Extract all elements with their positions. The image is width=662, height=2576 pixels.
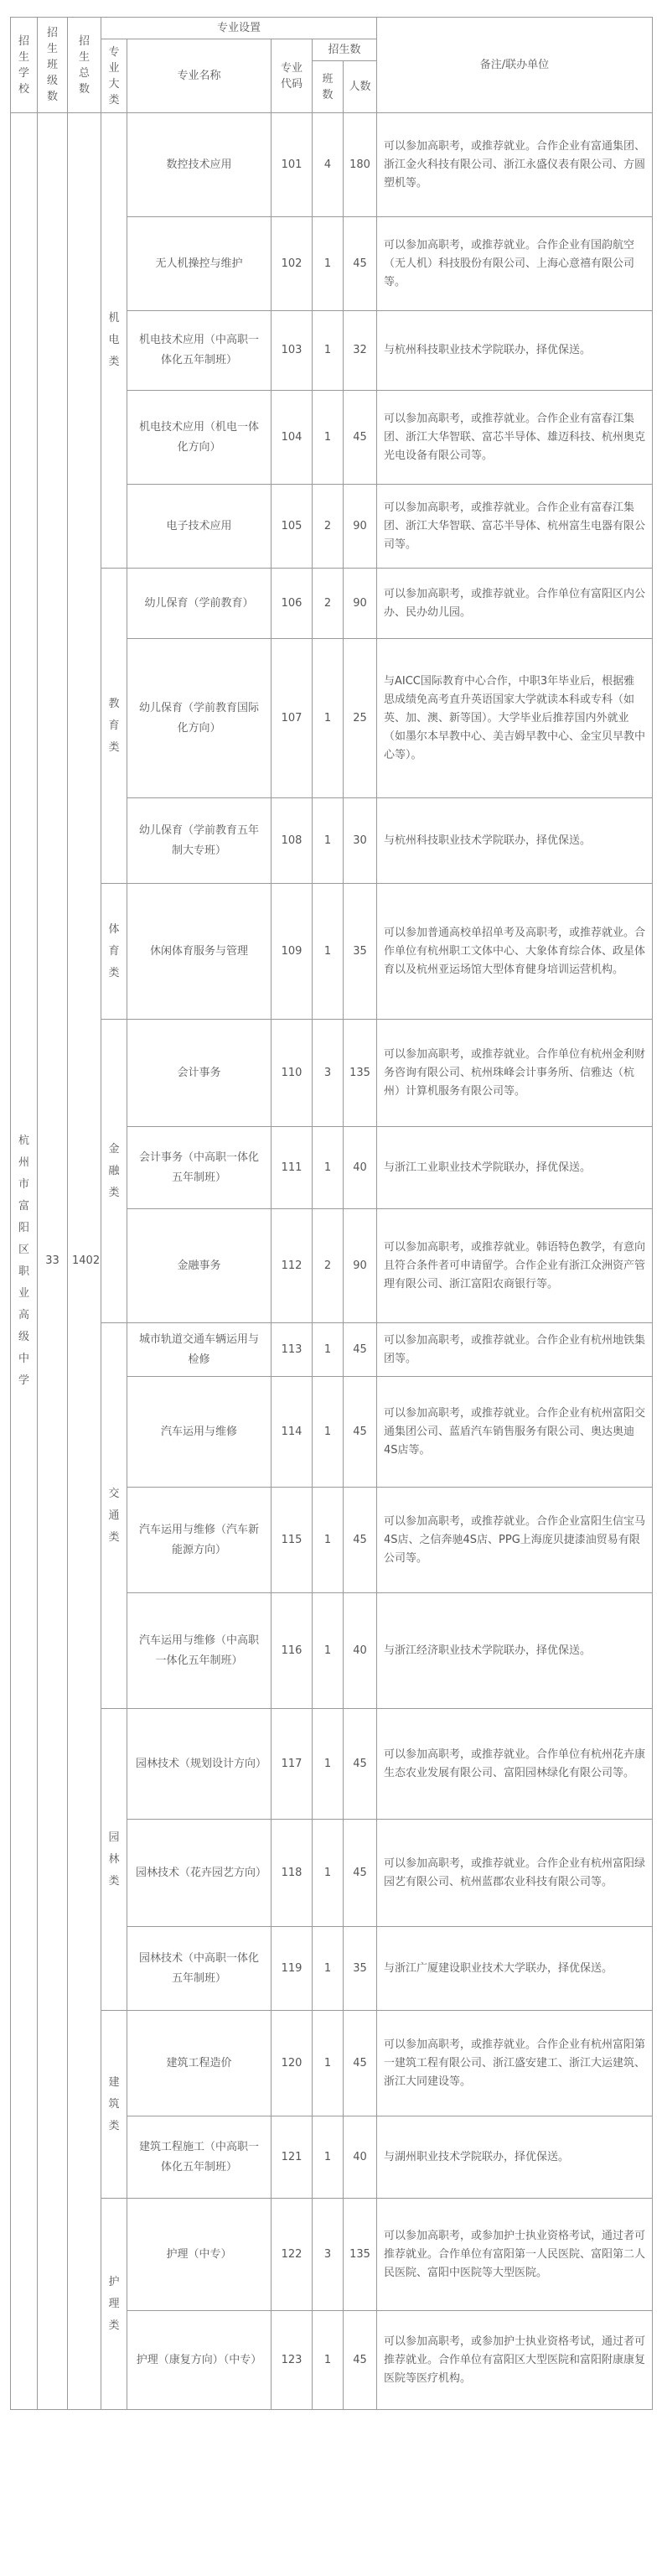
major-name: 机电技术应用（机电一体化方向） <box>127 391 272 485</box>
category-cell: 金融类 <box>101 1020 127 1323</box>
major-classes: 1 <box>313 798 344 884</box>
major-classes: 1 <box>313 217 344 311</box>
header-enroll: 招生数 <box>313 39 377 61</box>
major-code: 104 <box>272 391 313 485</box>
major-name: 护理（康复方向）（中专） <box>127 2311 272 2410</box>
major-classes: 2 <box>313 1209 344 1323</box>
major-code: 118 <box>272 1820 313 1927</box>
major-people: 45 <box>344 1323 377 1377</box>
major-remark: 可以参加高职考，或推荐就业。合作企业富阳生信宝马4S店、之信奔驰4S店、PPG上海庞贝捷漆油贸易有限公司等。 <box>377 1488 653 1593</box>
enrollment-table <box>10 17 653 2410</box>
major-remark: 可以参加高职考，或推荐就业。合作企业有杭州富阳交通集团公司、蓝盾汽车销售服务有限公司、奥达奥迪4S店等。 <box>377 1377 653 1488</box>
major-remark: 可以参加高职考，或推荐就业。合作企业有杭州地铁集团等。 <box>377 1323 653 1377</box>
major-classes: 2 <box>313 485 344 569</box>
major-name: 汽车运用与维修（汽车新能源方向） <box>127 1488 272 1593</box>
major-code: 111 <box>272 1127 313 1209</box>
major-classes: 1 <box>313 2011 344 2116</box>
major-people: 35 <box>344 1927 377 2011</box>
header-people: 人数 <box>344 61 377 113</box>
major-remark: 与AICC国际教育中心合作，中职3年毕业后，根据雅思成绩免高考直升英语国家大学就读本科或专科（如英、加、澳、新等国）。大学毕业后推荐国内外就业（如墨尔本早教中心、美吉姆早教中心、金宝贝早教中心等）。 <box>377 639 653 798</box>
major-name: 无人机操控与维护 <box>127 217 272 311</box>
major-name: 城市轨道交通车辆运用与检修 <box>127 1323 272 1377</box>
major-code: 120 <box>272 2011 313 2116</box>
major-remark: 可以参加普通高校单招单考及高职考，或推荐就业。合作单位有杭州职工文体中心、大象体育综合体、政星体育以及杭州亚运场馆大型体育健身培训运营机构。 <box>377 884 653 1020</box>
header-remark: 备注/联办单位 <box>377 18 653 113</box>
major-code: 117 <box>272 1709 313 1820</box>
major-people: 35 <box>344 884 377 1020</box>
category-cell: 机电类 <box>101 113 127 569</box>
major-people: 45 <box>344 2311 377 2410</box>
major-name: 汽车运用与维修（中高职一体化五年制班） <box>127 1593 272 1709</box>
major-name: 建筑工程造价 <box>127 2011 272 2116</box>
major-name: 机电技术应用（中高职一体化五年制班） <box>127 311 272 391</box>
major-name: 园林技术（花卉园艺方向） <box>127 1820 272 1927</box>
major-name: 幼儿保育（学前教育五年制大专班） <box>127 798 272 884</box>
major-classes: 1 <box>313 1709 344 1820</box>
major-name: 园林技术（中高职一体化五年制班） <box>127 1927 272 2011</box>
category-cell: 体育类 <box>101 884 127 1020</box>
category-cell: 交通类 <box>101 1323 127 1709</box>
major-people: 90 <box>344 485 377 569</box>
header-classes: 招生班级数 <box>38 18 68 113</box>
major-classes: 1 <box>313 1323 344 1377</box>
major-remark: 可以参加高职考，或推荐就业。合作企业有富春江集团、浙江大华智联、富芯半导体、雄迈科技、杭州奥克光电设备有限公司等。 <box>377 391 653 485</box>
major-code: 121 <box>272 2116 313 2199</box>
major-people: 90 <box>344 569 377 639</box>
header-class-num: 班数 <box>313 61 344 113</box>
major-code: 105 <box>272 485 313 569</box>
major-people: 135 <box>344 1020 377 1127</box>
major-people: 30 <box>344 798 377 884</box>
major-remark: 可以参加高职考，或参加护士执业资格考试，通过者可推荐就业。合作单位有富阳第一人民医院、富阳第二人民医院、富阳中医院等大型医院。 <box>377 2199 653 2311</box>
major-name: 汽车运用与维修 <box>127 1377 272 1488</box>
major-people: 25 <box>344 639 377 798</box>
category-cell: 建筑类 <box>101 2011 127 2199</box>
major-remark: 与浙江经济职业技术学院联办，择优保送。 <box>377 1593 653 1709</box>
major-code: 113 <box>272 1323 313 1377</box>
major-name: 休闲体育服务与管理 <box>127 884 272 1020</box>
major-people: 45 <box>344 1488 377 1593</box>
major-people: 45 <box>344 2011 377 2116</box>
major-code: 123 <box>272 2311 313 2410</box>
major-people: 45 <box>344 1377 377 1488</box>
major-people: 40 <box>344 1593 377 1709</box>
major-people: 45 <box>344 217 377 311</box>
major-classes: 1 <box>313 884 344 1020</box>
major-people: 180 <box>344 113 377 217</box>
header-school: 招生学校 <box>11 18 38 113</box>
major-people: 45 <box>344 391 377 485</box>
major-remark: 可以参加高职考，或推荐就业。合作企业有杭州富阳绿园艺有限公司、杭州蓝郡农业科技有限公司等。 <box>377 1820 653 1927</box>
major-classes: 1 <box>313 1377 344 1488</box>
major-code: 108 <box>272 798 313 884</box>
major-code: 122 <box>272 2199 313 2311</box>
major-remark: 可以参加高职考，或推荐就业。合作企业有富通集团、浙江金火科技有限公司、浙江永盛仪表有限公司、方圆塑机等。 <box>377 113 653 217</box>
major-people: 90 <box>344 1209 377 1323</box>
major-classes: 1 <box>313 1927 344 2011</box>
major-code: 103 <box>272 311 313 391</box>
major-remark: 可以参加高职考，或推荐就业。合作单位有杭州金利财务咨询有限公司、杭州珠峰会计事务所、信雅达（杭州）计算机服务有限公司等。 <box>377 1020 653 1127</box>
major-remark: 可以参加高职考，或参加护士执业资格考试，通过者可推荐就业。合作单位有富阳区大型医院和富阳附康康复医院等医疗机构。 <box>377 2311 653 2410</box>
category-cell: 园林类 <box>101 1709 127 2011</box>
major-code: 119 <box>272 1927 313 2011</box>
major-remark: 可以参加高职考，或推荐就业。合作企业有杭州富阳第一建筑工程有限公司、浙江盛安建工、浙江大运建筑、浙江大同建设等。 <box>377 2011 653 2116</box>
major-people: 135 <box>344 2199 377 2311</box>
major-name: 建筑工程施工（中高职一体化五年制班） <box>127 2116 272 2199</box>
school-name: 杭州市富阳区职业高级中学 <box>11 113 38 2410</box>
major-name: 园林技术（规划设计方向） <box>127 1709 272 1820</box>
major-remark: 与湖州职业技术学院联办，择优保送。 <box>377 2116 653 2199</box>
header-code: 专业代码 <box>272 39 313 113</box>
major-remark: 与浙江工业职业技术学院联办，择优保送。 <box>377 1127 653 1209</box>
major-code: 112 <box>272 1209 313 1323</box>
major-remark: 可以参加高职考，或推荐就业。韩语特色教学，有意向且符合条件者可申请留学。合作企业有浙江众洲资产管理有限公司、浙江富阳农商银行等。 <box>377 1209 653 1323</box>
major-classes: 1 <box>313 1593 344 1709</box>
major-classes: 1 <box>313 2116 344 2199</box>
major-classes: 1 <box>313 1820 344 1927</box>
header-category: 专业大类 <box>101 39 127 113</box>
major-code: 110 <box>272 1020 313 1127</box>
major-classes: 4 <box>313 113 344 217</box>
major-name: 会计事务 <box>127 1020 272 1127</box>
major-code: 107 <box>272 639 313 798</box>
major-classes: 1 <box>313 311 344 391</box>
category-cell: 教育类 <box>101 569 127 884</box>
major-people: 45 <box>344 1709 377 1820</box>
major-remark: 可以参加高职考，或推荐就业。合作单位有杭州花卉康生态农业发展有限公司、富阳园林绿化有限公司等。 <box>377 1709 653 1820</box>
major-name: 电子技术应用 <box>127 485 272 569</box>
school-classes: 33 <box>38 113 68 2410</box>
major-people: 40 <box>344 1127 377 1209</box>
major-code: 101 <box>272 113 313 217</box>
major-remark: 与浙江广厦建设职业技术大学联办，择优保送。 <box>377 1927 653 2011</box>
major-code: 116 <box>272 1593 313 1709</box>
major-remark: 与杭州科技职业技术学院联办，择优保送。 <box>377 798 653 884</box>
major-classes: 1 <box>313 1127 344 1209</box>
major-name: 会计事务（中高职一体化五年制班） <box>127 1127 272 1209</box>
header-total: 招生总数 <box>68 18 101 113</box>
major-remark: 可以参加高职考，或推荐就业。合作企业有富春江集团、浙江大华智联、富芯半导体、杭州富生电器有限公司等。 <box>377 485 653 569</box>
major-remark: 与杭州科技职业技术学院联办，择优保送。 <box>377 311 653 391</box>
major-classes: 1 <box>313 2311 344 2410</box>
major-code: 115 <box>272 1488 313 1593</box>
category-cell: 护理类 <box>101 2199 127 2410</box>
header-name: 专业名称 <box>127 39 272 113</box>
major-name: 幼儿保育（学前教育国际化方向） <box>127 639 272 798</box>
major-name: 数控技术应用 <box>127 113 272 217</box>
major-people: 32 <box>344 311 377 391</box>
major-classes: 3 <box>313 2199 344 2311</box>
major-classes: 3 <box>313 1020 344 1127</box>
major-classes: 1 <box>313 391 344 485</box>
major-name: 护理（中专） <box>127 2199 272 2311</box>
major-remark: 可以参加高职考，或推荐就业。合作单位有富阳区内公办、民办幼儿园。 <box>377 569 653 639</box>
major-classes: 1 <box>313 1488 344 1593</box>
major-code: 109 <box>272 884 313 1020</box>
major-name: 幼儿保育（学前教育） <box>127 569 272 639</box>
major-code: 114 <box>272 1377 313 1488</box>
major-classes: 2 <box>313 569 344 639</box>
header-major-setting: 专业设置 <box>101 18 377 39</box>
major-code: 102 <box>272 217 313 311</box>
major-people: 45 <box>344 1820 377 1927</box>
school-total: 1402 <box>68 113 101 2410</box>
major-code: 106 <box>272 569 313 639</box>
major-classes: 1 <box>313 639 344 798</box>
major-remark: 可以参加高职考，或推荐就业。合作企业有国韵航空（无人机）科技股份有限公司、上海心意禧有限公司等。 <box>377 217 653 311</box>
major-people: 40 <box>344 2116 377 2199</box>
major-name: 金融事务 <box>127 1209 272 1323</box>
